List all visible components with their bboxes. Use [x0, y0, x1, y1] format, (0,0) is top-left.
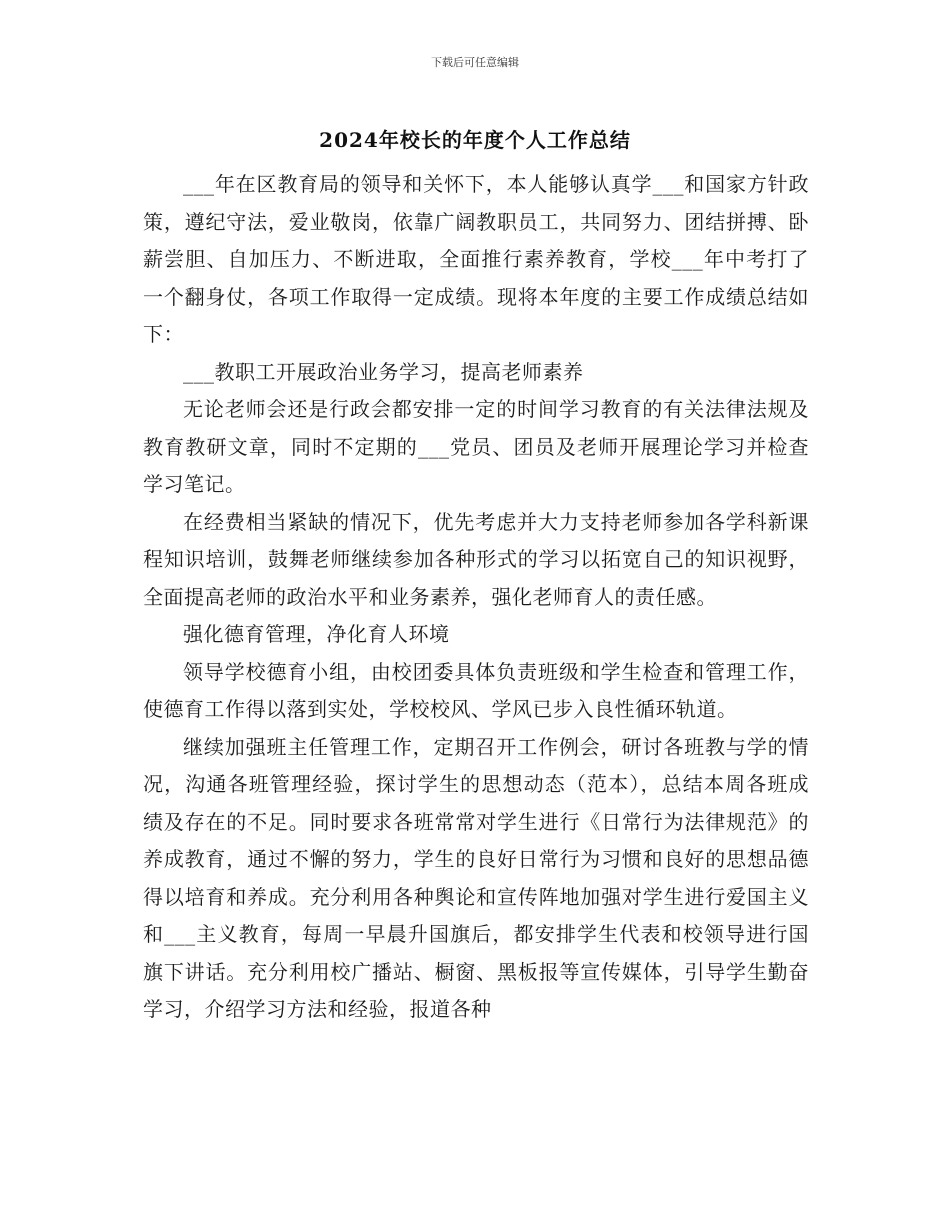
header-note: 下载后可任意编辑 [431, 56, 519, 69]
paragraph-intro: ___年在区教育局的领导和关怀下，本人能够认真学___和国家方针政策，遵纪守法，爱业敬岗，依靠广阔教职员工，共同努力、团结拼搏、卧薪尝胆、自加压力、不断进取，全面推行素养教育，学校___年中考打了一个翻身仗，各项工作取得一定成绩。现将本年度的主要工作成绩总结如下： [143, 172, 809, 346]
section-heading-moral: 强化德育管理，净化育人环境 [183, 622, 450, 646]
document-title: 2024年校长的年度个人工作总结 [319, 128, 631, 152]
paragraph-moral-group: 领导学校德育小组，由校团委具体负责班级和学生检查和管理工作，使德育工作得以落到实处，学校校风、学风已步入良性循环轨道。 [143, 659, 809, 721]
paragraph-training: 在经费相当紧缺的情况下，优先考虑并大力支持老师参加各学科新课程知识培训，鼓舞老师继续参加各种形式的学习以拓宽自己的知识视野，全面提高老师的政治水平和业务素养，强化老师育人的责任感。 [143, 509, 809, 609]
paragraph-class-management: 继续加强班主任管理工作，定期召开工作例会，研讨各班教与学的情况，沟通各班管理经验，探讨学生的思想动态（范本），总结本周各班成绩及存在的不足。同时要求各班常常对学生进行《日常行为法律规范》的养成教育，通过不懈的努力，学生的良好日常行为习惯和良好的思想品德得以培育和养成。充分利用各种舆论和宣传阵地加强对学生进行爱国主义和___主义教育，每周一早晨升国旗后，都安排学生代表和校领导进行国旗下讲话。充分利用校广播站、橱窗、黑板报等宣传媒体，引导学生勤奋学习，介绍学习方法和经验，报道各种 [143, 734, 809, 1021]
document-body [143, 166, 809, 1029]
paragraph-study-meetings: 无论老师会还是行政会都安排一定的时间学习教育的有关法律法规及教育教研文章，同时不定期的___党员、团员及老师开展理论学习并检查学习笔记。 [143, 397, 809, 496]
section-heading-study: ___教职工开展政治业务学习，提高老师素养 [183, 359, 584, 384]
